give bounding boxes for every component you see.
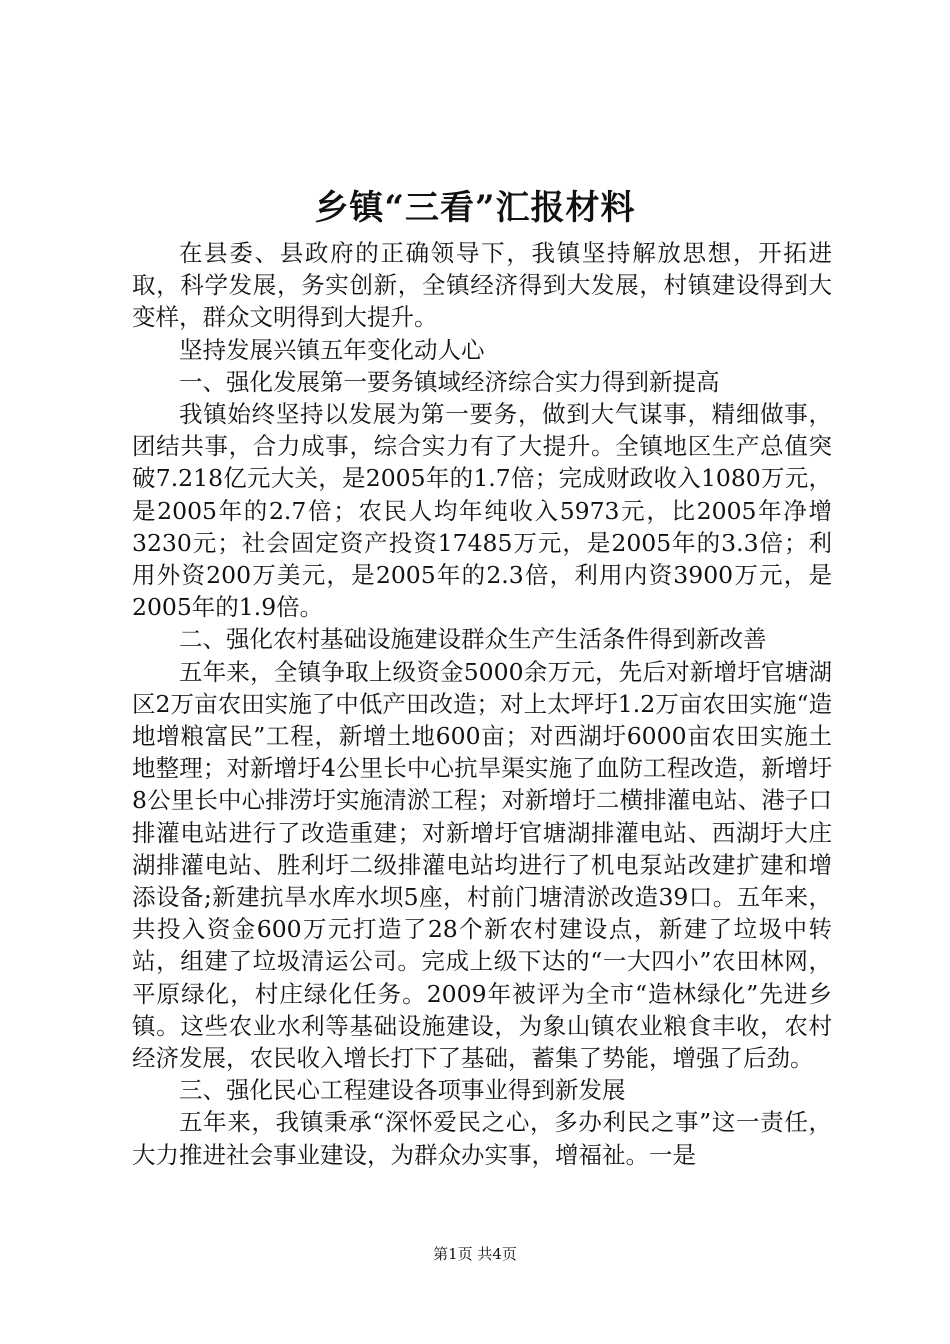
document-body [132, 237, 832, 1171]
paragraph-livelihood: 五年来，我镇秉承“深怀爱民之心，多办利民之事”这一责任，大力推进社会事业建设，为群众办实事，增福祉。一是 [132, 1108, 832, 1169]
paragraph-economy: 我镇始终坚持以发展为第一要务，做到大气谋事，精细做事，团结共事，合力成事，综合实力有了大提升。全镇地区生产总值突破7.218亿元大关，是2005年的1.7倍；完成财政收入1080万元，是2005年的2.7倍；农民人均年纯收入5973元，比2005年净增3230元；社会固定资产投资17485万元，是2005年的3.3倍；利用外资200万美元，是2005年的2.3倍，利用内资3900万元，是2005年的1.9倍。 [132, 400, 832, 622]
paragraph-section-heading: 坚持发展兴镇五年变化动人心 [179, 335, 485, 364]
document-title: 乡镇“三看”汇报材料 [314, 188, 636, 228]
paragraph-heading-2: 二、强化农村基础设施建设群众生产生活条件得到新改善 [179, 625, 767, 654]
paragraph-heading-3: 三、强化民心工程建设各项事业得到新发展 [179, 1076, 626, 1105]
paragraph-infrastructure: 五年来，全镇争取上级资金5000余万元，先后对新增圩官塘湖区2万亩农田实施了中低产田改造；对上太坪圩1.2万亩农田实施“造地增粮富民”工程，新增土地600亩；对西湖圩6000亩农田实施土地整理；对新增圩4公里长中心抗旱渠实施了血防工程改造，新增圩8公里长中心排涝圩实施清淤工程；对新增圩二横排灌电站、港子口排灌电站进行了改造重建；对新增圩官塘湖排灌电站、西湖圩大庄湖排灌电站、胜利圩二级排灌电站均进行了机电泵站改建扩建和增添设备;新建抗旱水库水坝5座，村前门塘清淤改造39口。五年来，共投入资金600万元打造了28个新农村建设点，新建了垃圾中转站，组建了垃圾清运公司。完成上级下达的“一大四小”农田林网，平原绿化，村庄绿化任务。2009年被评为全市“造林绿化”先进乡镇。这些农业水利等基础设施建设，为象山镇农业粮食丰收，农村经济发展，农民收入增长打下了基础，蓄集了势能，增强了后劲。 [132, 657, 832, 1073]
paragraph-intro: 在县委、县政府的正确领导下，我镇坚持解放思想，开拓进取，科学发展，务实创新，全镇经济得到大发展，村镇建设得到大变样，群众文明得到大提升。 [132, 239, 832, 332]
page-footer: 第1页 共4页 [433, 1245, 517, 1263]
paragraph-heading-1: 一、强化发展第一要务镇域经济综合实力得到新提高 [179, 367, 720, 396]
